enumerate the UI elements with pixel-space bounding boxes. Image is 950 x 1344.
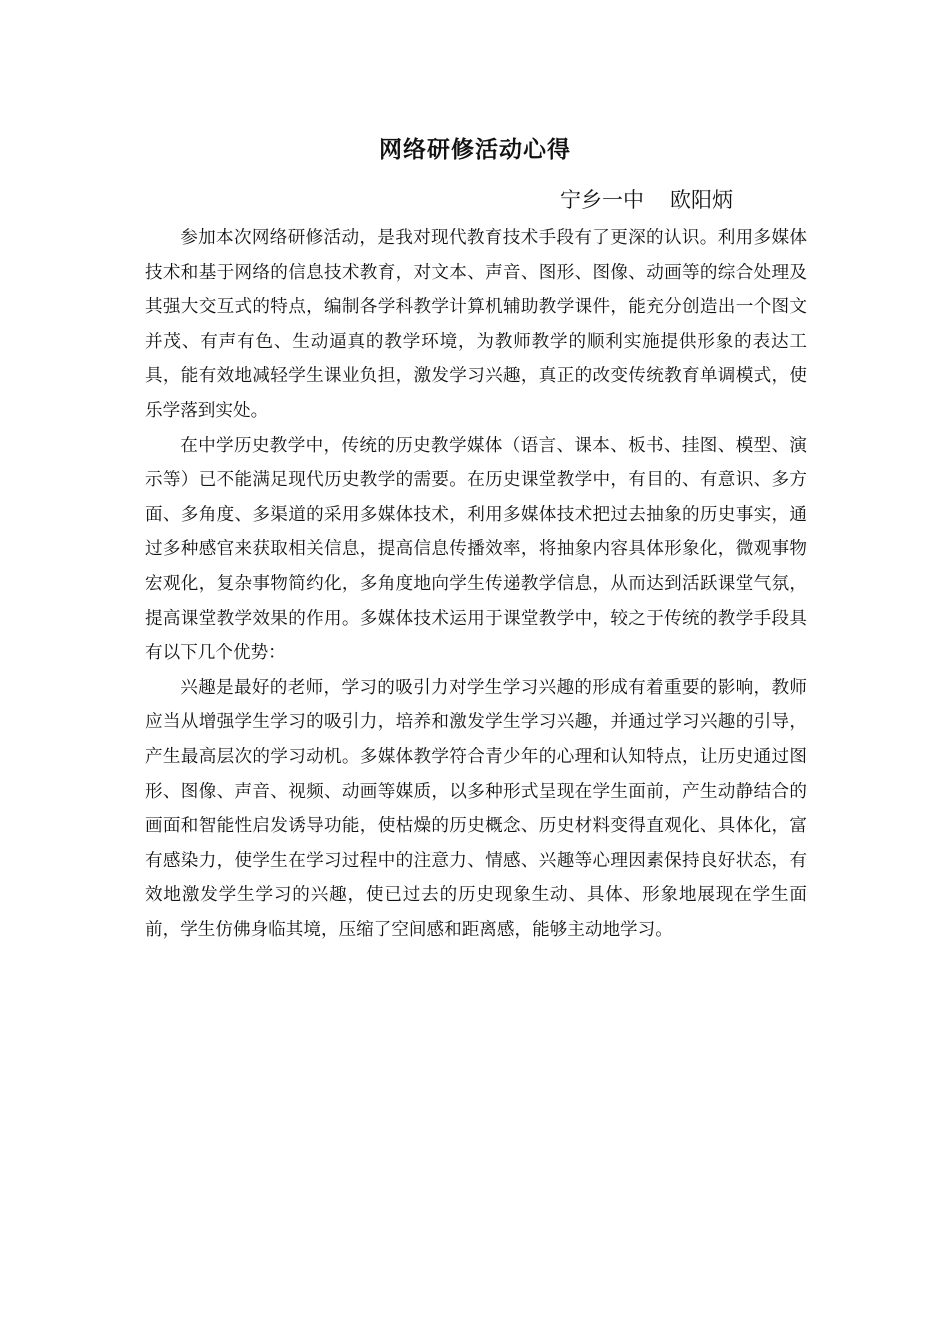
paragraph-2: 在中学历史教学中，传统的历史教学媒体（语言、课本、板书、挂图、模型、演示等）已不能满足现代历史教学的需要。在历史课堂教学中，有目的、有意识、多方面、多角度、多渠道的采用多媒体技术，利用多媒体技术把过去抽象的历史事实，通过多种感官来获取相关信息，提高信息传播效率，将抽象内容具体形象化，微观事物宏观化，复杂事物简约化，多角度地向学生传递教学信息，从而达到活跃课堂气氛，提高课堂教学效果的作用。多媒体技术运用于课堂教学中，较之于传统的教学手段具有以下几个优势： <box>145 435 807 664</box>
document-body <box>145 221 807 947</box>
paragraph-1: 参加本次网络研修活动，是我对现代教育技术手段有了更深的认识。利用多媒体技术和基于网络的信息技术教育，对文本、声音、图形、图像、动画等的综合处理及其强大交互式的特点，编制各学科教学计算机辅助教学课件，能充分创造出一个图文并茂、有声有色、生动逼真的教学环境，为教师教学的顺利实施提供形象的表达工具，能有效地减轻学生课业负担，激发学习兴趣，真正的改变传统教育单调模式，使乐学落到实处。 <box>145 228 807 421</box>
author-school: 宁乡一中 <box>560 188 644 212</box>
author-line <box>560 186 800 214</box>
document-title: 网络研修活动心得 <box>379 137 571 163</box>
paragraph-3: 兴趣是最好的老师，学习的吸引力对学生学习兴趣的形成有着重要的影响，教师应当从增强学生学习的吸引力，培养和激发学生学习兴趣，并通过学习兴趣的引导，产生最高层次的学习动机。多媒体教学符合青少年的心理和认知特点，让历史通过图形、图像、声音、视频、动画等媒质，以多种形式呈现在学生面前，产生动静结合的画面和智能性启发诱导功能，使枯燥的历史概念、历史材料变得直观化、具体化，富有感染力，使学生在学习过程中的注意力、情感、兴趣等心理因素保持良好状态，有效地激发学生学习的兴趣，使已过去的历史现象生动、具体、形象地展现在学生面前，学生仿佛身临其境，压缩了空间感和距离感，能够主动地学习。 <box>145 677 807 940</box>
author-name: 欧阳炳 <box>670 188 733 212</box>
